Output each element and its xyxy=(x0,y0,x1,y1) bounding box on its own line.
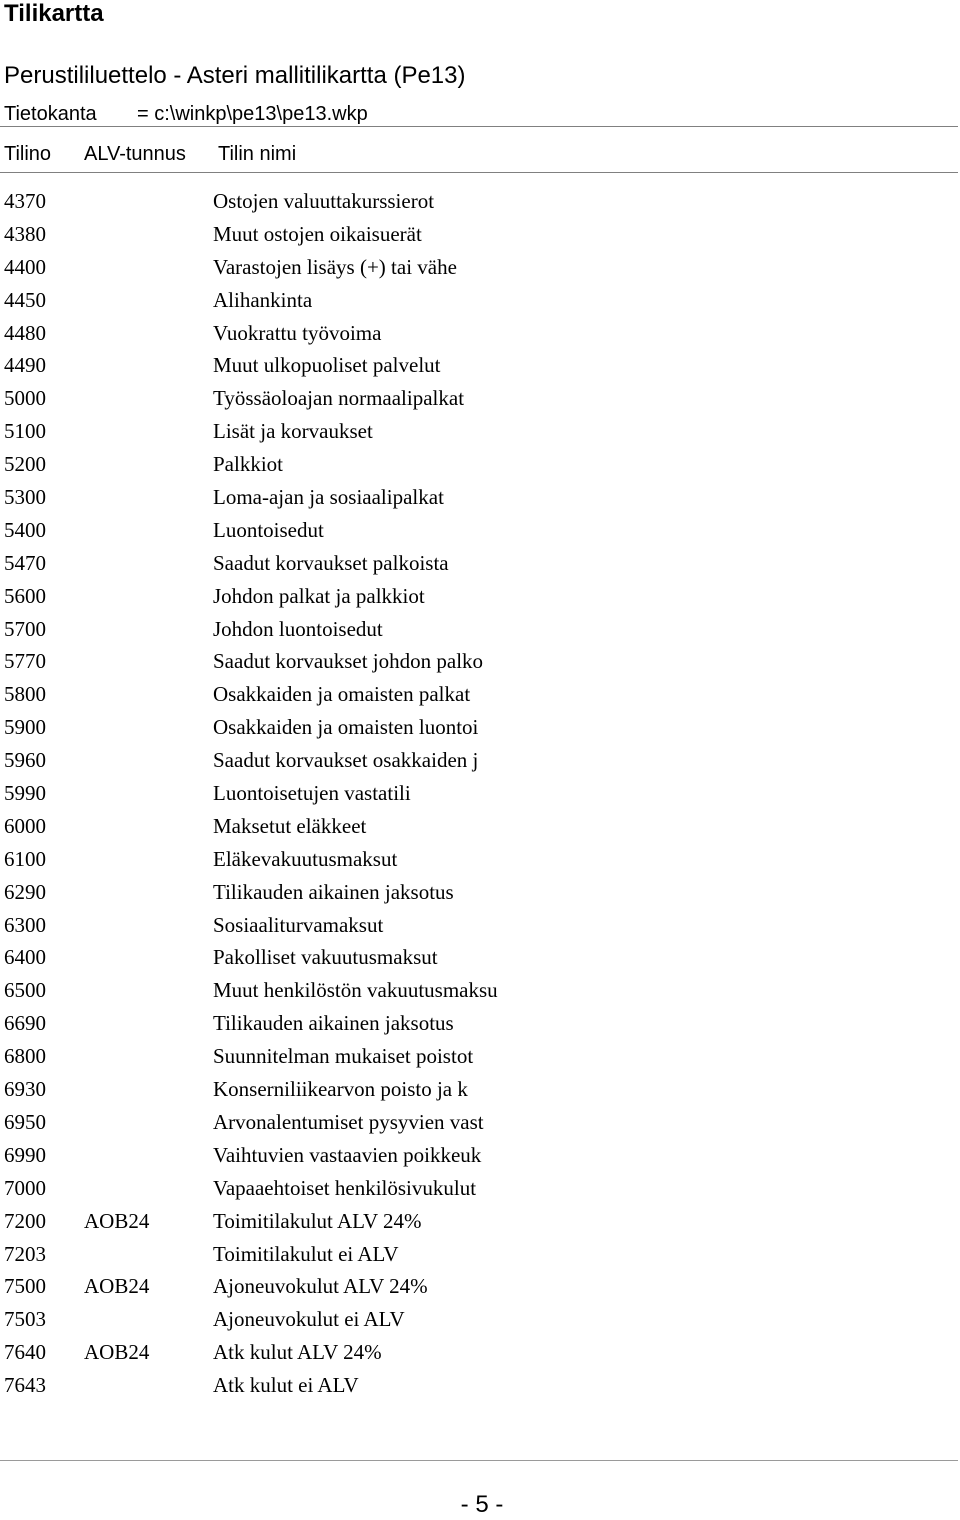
table-row xyxy=(0,547,960,580)
account-no: 6290 xyxy=(4,879,46,904)
account-name: Alihankinta xyxy=(213,287,313,312)
document-title: Tilikartta xyxy=(4,0,104,27)
table-row xyxy=(0,777,960,810)
account-name: Toimitilakulut ei ALV xyxy=(213,1241,399,1266)
account-name: Luontoisetujen vastatili xyxy=(213,781,411,806)
table-row xyxy=(0,810,960,843)
account-no: 4450 xyxy=(4,287,46,312)
account-name: Suunnitelman mukaiset poistot xyxy=(213,1044,474,1069)
table-row xyxy=(0,448,960,481)
account-no: 6100 xyxy=(4,846,46,871)
account-no: 5990 xyxy=(4,781,46,806)
table-row xyxy=(0,974,960,1007)
account-no: 4480 xyxy=(4,320,46,345)
account-no: 5800 xyxy=(4,682,46,707)
account-name: Loma-ajan ja sosiaalipalkat xyxy=(213,485,444,510)
document-subtitle: Perustililuettelo - Asteri mallitilikartta (Pe13) xyxy=(4,62,466,89)
table-row xyxy=(0,678,960,711)
header-divider-bottom xyxy=(0,172,958,173)
account-no: 5100 xyxy=(4,419,46,444)
footer-divider xyxy=(0,1460,958,1461)
account-no: 6400 xyxy=(4,945,46,970)
table-row xyxy=(0,1073,960,1106)
account-no: 4380 xyxy=(4,221,46,246)
table-row xyxy=(0,909,960,942)
table-row xyxy=(0,382,960,415)
table-row xyxy=(0,876,960,909)
account-name: Tilikauden aikainen jaksotus xyxy=(213,879,454,904)
account-no: 5400 xyxy=(4,517,46,542)
account-name: Johdon palkat ja palkkiot xyxy=(213,583,425,608)
account-name: Vapaaehtoiset henkilösivukulut xyxy=(213,1175,477,1200)
account-no: 5900 xyxy=(4,715,46,740)
vat-code: AOB24 xyxy=(84,1208,150,1233)
account-no: 4490 xyxy=(4,353,46,378)
account-name: Työssäoloajan normaalipalkat xyxy=(213,386,465,411)
account-name: Muut ulkopuoliset palvelut xyxy=(213,353,441,378)
table-row xyxy=(0,1007,960,1040)
table-row xyxy=(0,941,960,974)
account-name: Atk kulut ei ALV xyxy=(213,1373,359,1398)
account-no: 7000 xyxy=(4,1175,46,1200)
account-no: 6930 xyxy=(4,1077,46,1102)
account-name: Arvonalentumiset pysyvien vast xyxy=(213,1109,484,1134)
table-row xyxy=(0,744,960,777)
header-divider-top xyxy=(0,126,958,127)
account-name: Osakkaiden ja omaisten luontoi xyxy=(213,715,479,740)
account-no: 5700 xyxy=(4,616,46,641)
account-no: 5200 xyxy=(4,452,46,477)
account-name: Luontoisedut xyxy=(213,517,324,542)
account-name: Atk kulut ALV 24% xyxy=(213,1340,382,1365)
table-row xyxy=(0,1106,960,1139)
account-name: Muut ostojen oikaisuerät xyxy=(213,221,422,246)
table-row xyxy=(0,1369,960,1402)
table-row xyxy=(0,1303,960,1336)
account-name: Sosiaaliturvamaksut xyxy=(213,912,384,937)
account-no: 6000 xyxy=(4,813,46,838)
account-no: 7640 xyxy=(4,1340,46,1365)
table-row xyxy=(0,284,960,317)
account-name: Vuokrattu työvoima xyxy=(213,320,382,345)
table-row xyxy=(0,580,960,613)
account-name: Johdon luontoisedut xyxy=(213,616,383,641)
account-no: 4370 xyxy=(4,189,46,213)
column-header-vat-code: ALV-tunnus xyxy=(84,143,186,165)
account-no: 6950 xyxy=(4,1109,46,1134)
table-row xyxy=(0,711,960,744)
account-name: Palkkiot xyxy=(213,452,284,477)
table-row xyxy=(0,613,960,646)
account-list xyxy=(0,185,960,1402)
account-no: 5600 xyxy=(4,583,46,608)
table-row xyxy=(0,1336,960,1369)
account-no: 7500 xyxy=(4,1274,46,1299)
account-name: Eläkevakuutusmaksut xyxy=(213,846,398,871)
column-header-account-no: Tilino xyxy=(4,143,52,165)
table-row xyxy=(0,481,960,514)
account-name: Ajoneuvokulut ei ALV xyxy=(213,1307,405,1332)
account-no: 7503 xyxy=(4,1307,46,1332)
account-name: Saadut korvaukset palkoista xyxy=(213,550,449,575)
account-no: 7200 xyxy=(4,1208,46,1233)
account-no: 6800 xyxy=(4,1044,46,1069)
account-no: 4400 xyxy=(4,254,46,279)
account-name: Saadut korvaukset osakkaiden j xyxy=(213,748,479,773)
account-name: Ajoneuvokulut ALV 24% xyxy=(213,1274,428,1299)
vat-code: AOB24 xyxy=(84,1274,150,1299)
table-row xyxy=(0,1238,960,1271)
account-name: Tilikauden aikainen jaksotus xyxy=(213,1011,454,1036)
table-row xyxy=(0,185,960,218)
account-no: 5770 xyxy=(4,649,46,674)
table-row xyxy=(0,1172,960,1205)
account-no: 5300 xyxy=(4,485,46,510)
table-row xyxy=(0,415,960,448)
table-row xyxy=(0,514,960,547)
table-row xyxy=(0,349,960,382)
account-no: 5960 xyxy=(4,748,46,773)
database-label: Tietokanta xyxy=(4,103,97,125)
account-no: 6300 xyxy=(4,912,46,937)
account-no: 6500 xyxy=(4,978,46,1003)
account-no: 7643 xyxy=(4,1373,46,1398)
table-row xyxy=(0,1139,960,1172)
account-name: Toimitilakulut ALV 24% xyxy=(213,1208,422,1233)
account-no: 5000 xyxy=(4,386,46,411)
table-row xyxy=(0,251,960,284)
column-header-account-name: Tilin nimi xyxy=(218,143,297,165)
table-row xyxy=(0,317,960,350)
account-name: Konserniliikearvon poisto ja k xyxy=(213,1077,468,1102)
table-row xyxy=(0,218,960,251)
account-name: Pakolliset vakuutusmaksut xyxy=(213,945,438,970)
account-no: 6690 xyxy=(4,1011,46,1036)
table-row xyxy=(0,1040,960,1073)
account-name: Maksetut eläkkeet xyxy=(213,813,367,838)
account-name: Varastojen lisäys (+) tai vähe xyxy=(213,254,457,279)
vat-code: AOB24 xyxy=(84,1340,150,1365)
table-row xyxy=(0,843,960,876)
account-name: Osakkaiden ja omaisten palkat xyxy=(213,682,471,707)
table-row xyxy=(0,1270,960,1303)
account-no: 6990 xyxy=(4,1142,46,1167)
database-path: = c:\winkp\pe13\pe13.wkp xyxy=(137,103,368,125)
account-name: Saadut korvaukset johdon palko xyxy=(213,649,484,674)
account-name: Muut henkilöstön vakuutusmaksu xyxy=(213,978,498,1003)
table-row xyxy=(0,1205,960,1238)
account-no: 5470 xyxy=(4,550,46,575)
account-name: Lisät ja korvaukset xyxy=(213,419,373,444)
account-name: Vaihtuvien vastaavien poikkeuk xyxy=(213,1142,482,1167)
account-no: 7203 xyxy=(4,1241,46,1266)
page-number: - 5 - xyxy=(460,1491,504,1518)
table-row xyxy=(0,645,960,678)
account-name: Ostojen valuuttakurssierot xyxy=(213,189,435,213)
